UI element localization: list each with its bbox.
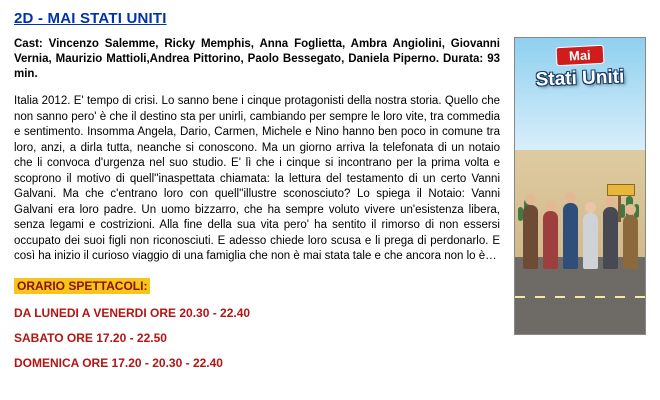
showtime-line: SABATO ORE 17.20 - 22.50 bbox=[14, 330, 167, 345]
character-figure bbox=[543, 211, 558, 269]
character-figure bbox=[563, 203, 578, 269]
character-figure bbox=[623, 215, 638, 269]
character-figure bbox=[583, 213, 598, 269]
page-title: 2D - MAI STATI UNITI bbox=[14, 10, 167, 27]
showtime-line: DA LUNEDI A VENERDI ORE 20.30 - 22.40 bbox=[14, 305, 251, 320]
content-area bbox=[14, 37, 646, 265]
poster-title-top: Mai bbox=[556, 45, 605, 66]
poster-title-block bbox=[527, 46, 633, 91]
synopsis-text: Italia 2012. E' tempo di crisi. Lo sanno bene i cinque protagonisti della nostra storia. Quello che non sanno pero' è che il destino sta per unirli, cambiando per sempre le loro vite, tra commedia e sentimento. Insomma Angela, Dario, Carmen, Michele e Nino hanno ben poco in comune tra loro, anzi, a dirla tutta, neanche si conoscono. Ma un giorno arriva la telefonata di un notaio che li convoca d'urgenza nel suo studio. E' lì che i cinque si incontrano per la prima volta e scoprono il motivo di quell''inaspettata chiamata: la lettura del testamento di un certo Vanni Galvani. Ma che c'entrano loro con quell''illustre sconosciuto? Lo spiega il Notaio: Vanni Galvani era loro padre. Un uomo bizzarro, che ha sempre voluto vivere un'esistenza libera, senza legami e costrizioni. Alla fine della sua vita pero' ha sentito il rimorso di non essersi occupato dei suoi figli non riconosciuti. E adesso chiede loro scusa e li prega di perdonarlo. E così ha inizio il curioso viaggio di una famiglia che non è mai stata tale e che ancora non lo è… bbox=[14, 95, 500, 262]
character-figure bbox=[603, 207, 618, 269]
showtime-line: DOMENICA ORE 17.20 - 20.30 - 22.40 bbox=[14, 355, 223, 370]
showtimes-heading: ORARIO SPETTACOLI: bbox=[14, 278, 150, 294]
poster-title-main: Stati Uniti bbox=[535, 66, 625, 91]
character-figure bbox=[523, 205, 538, 269]
poster-characters bbox=[519, 173, 641, 269]
cast-block: Cast: Vincenzo Salemme, Ricky Memphis, Anna Foglietta, Ambra Angiolini, Giovanni Vernia, Maurizio Mattioli,Andrea Pittorino, Paolo Bessegato, Daniela Piperno. Durata: 93 min. bbox=[14, 38, 500, 80]
movie-poster bbox=[514, 37, 646, 335]
poster-road-marking bbox=[515, 296, 645, 298]
text-column bbox=[14, 37, 500, 265]
